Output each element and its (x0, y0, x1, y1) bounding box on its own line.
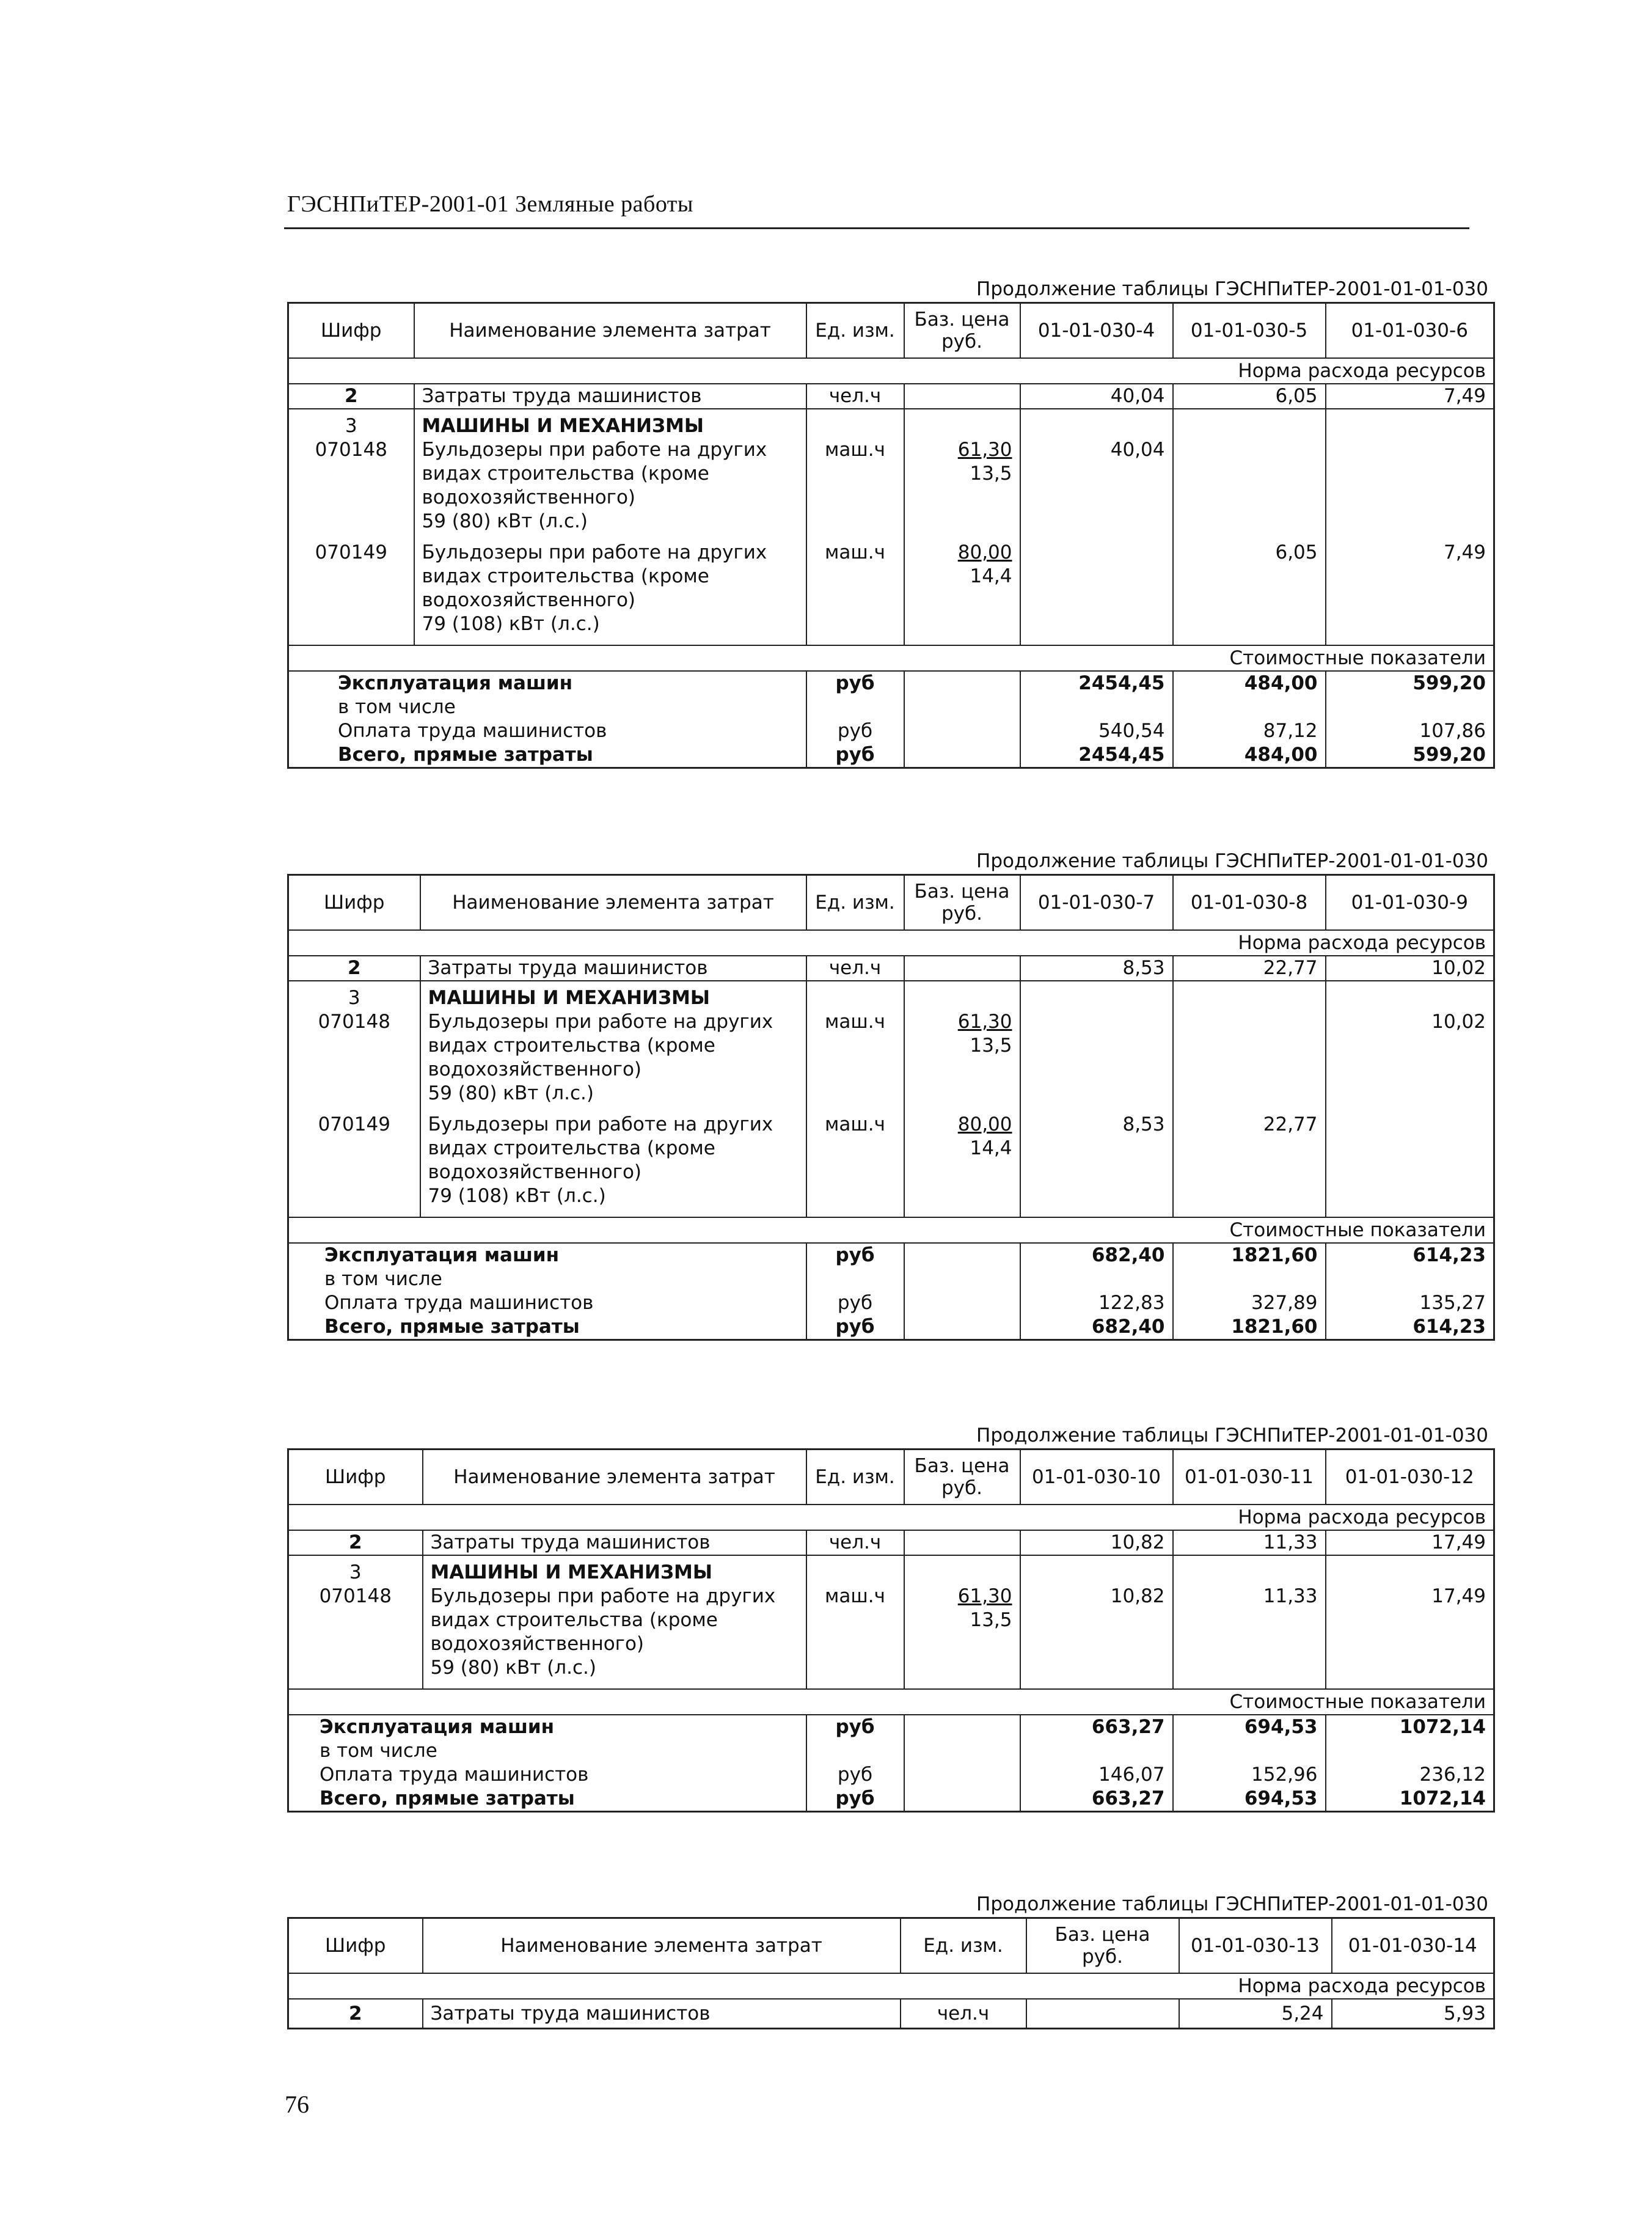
machine-value-2: 6,05 (1173, 541, 1326, 645)
machine-price: 61,30 13,5 (904, 1010, 1020, 1113)
cost-row (288, 1267, 1494, 1291)
col-header-code-3: 01-01-030-12 (1326, 1450, 1494, 1505)
cost-row (288, 1787, 1494, 1812)
cost-row (288, 1715, 1494, 1739)
col-header-code-1: 01-01-030-4 (1020, 303, 1173, 359)
machine-name: Бульдозеры при работе на других видах строительства (кроме водохозяйственного) 59 (80) кВт (л.с.) (420, 1010, 806, 1113)
machine-value-2: 11,33 (1173, 1585, 1326, 1689)
machines-heading: МАШИНЫ И МЕХАНИЗМЫ (423, 1555, 806, 1585)
labor-price (1026, 1999, 1179, 2029)
machine-price: 80,00 14,4 (904, 541, 1020, 645)
machine-unit: маш.ч (806, 1113, 904, 1217)
table-section-2 (287, 848, 1493, 1341)
cost-value-3: 107,86 (1419, 720, 1486, 742)
running-header: ГЭСНПиТЕР-2001-01 Земляные работы (287, 191, 693, 217)
cost-row (288, 671, 1494, 695)
machines-header-row (288, 409, 1494, 438)
col-header-unit: Ед. изм. (901, 1918, 1026, 1974)
labor-code: 2 (288, 1530, 423, 1555)
col-header-code-2: 01-01-030-11 (1173, 1450, 1326, 1505)
cost-value-2: 694,53 (1173, 1787, 1326, 1812)
labor-value-2: 5,93 (1443, 2003, 1486, 2025)
labor-value-3: 7,49 (1326, 384, 1494, 409)
cost-value-1: 663,27 (1020, 1715, 1173, 1739)
page-number: 76 (285, 2091, 309, 2118)
cost-value-1: 2454,45 (1020, 671, 1173, 695)
labor-value-1: 10,82 (1020, 1530, 1173, 1555)
cost-value-1: 682,40 (1020, 1315, 1173, 1340)
labor-code: 2 (288, 384, 414, 409)
continuation-title: Продолжение таблицы ГЭСНПиТЕР-2001-01-01-030 (976, 850, 1488, 872)
machines-heading: МАШИНЫ И МЕХАНИЗМЫ (420, 981, 806, 1010)
table-header-row (288, 303, 1494, 359)
cost-unit: руб (806, 671, 904, 695)
norm-label: Норма расхода ресурсов (288, 930, 1494, 956)
labor-name: Затраты труда машинистов (414, 384, 806, 409)
col-header-price (1026, 1918, 1179, 1974)
cost-value-2: 484,00 (1173, 743, 1326, 768)
table-header-row (288, 1918, 1494, 1974)
cost-label-machines: Эксплуатация машин (288, 1243, 806, 1267)
cost-value-1: 2454,45 (1020, 743, 1173, 768)
cost-label: Стоимостные показатели (288, 645, 1494, 671)
machine-value-3 (1326, 1113, 1494, 1217)
col-header-name: Наименование элемента затрат (414, 303, 806, 359)
cost-value-1: 682,40 (1020, 1243, 1173, 1267)
machine-row (288, 438, 1494, 541)
cost-value-1: 146,07 (1020, 1763, 1173, 1787)
machines-code: 3 (288, 1555, 423, 1585)
machine-value-3: 10,02 (1431, 1011, 1486, 1033)
resource-table (287, 1917, 1495, 2029)
machine-value-3 (1326, 438, 1494, 541)
labor-unit: чел.ч (806, 1530, 904, 1555)
col-header-price (904, 303, 1020, 359)
cost-unit: руб (806, 1315, 904, 1340)
cost-row (288, 695, 1494, 719)
col-header-code: Шифр (288, 1450, 423, 1505)
labor-row (288, 384, 1494, 409)
cost-row (288, 1243, 1494, 1267)
cost-value-1: 540,54 (1020, 719, 1173, 743)
cost-row (288, 1315, 1494, 1340)
machine-unit: маш.ч (806, 541, 904, 645)
col-header-price-line2: руб. (1082, 1946, 1123, 1968)
cost-label-row (288, 1689, 1494, 1715)
cost-value-3: 614,23 (1413, 1244, 1486, 1266)
table-header-row (288, 875, 1494, 931)
cost-label-wages: Оплата труда машинистов (288, 719, 806, 743)
cost-value-2: 327,89 (1173, 1291, 1326, 1315)
machine-value-1 (1020, 1010, 1173, 1113)
cost-value-2: 694,53 (1173, 1715, 1326, 1739)
cost-label-machines: Эксплуатация машин (288, 1715, 806, 1739)
cost-value-3: 599,20 (1413, 672, 1486, 694)
resource-table (287, 874, 1495, 1341)
table-section-4 (287, 1891, 1493, 2029)
machine-value-3: 7,49 (1443, 541, 1486, 563)
col-header-unit: Ед. изм. (806, 303, 904, 359)
cost-label: Стоимостные показатели (288, 1689, 1494, 1715)
col-header-price-line2: руб. (941, 331, 982, 353)
machine-code: 070149 (288, 1113, 420, 1217)
col-header-code-2: 01-01-030-14 (1332, 1918, 1494, 1974)
labor-value-3: 17,49 (1326, 1530, 1494, 1555)
machine-name: Бульдозеры при работе на других видах строительства (кроме водохозяйственного) 59 (80) кВт (л.с.) (414, 438, 806, 541)
labor-row (288, 1530, 1494, 1555)
col-header-price-line2: руб. (941, 1477, 982, 1499)
machine-value-1: 8,53 (1020, 1113, 1173, 1217)
machine-value-3: 17,49 (1431, 1585, 1486, 1607)
col-header-code-2: 01-01-030-8 (1173, 875, 1326, 931)
machines-header-row (288, 1555, 1494, 1585)
labor-value-3: 10,02 (1326, 956, 1494, 981)
col-header-code-1: 01-01-030-10 (1020, 1450, 1173, 1505)
cost-value-2: 1821,60 (1173, 1315, 1326, 1340)
machine-row (288, 541, 1494, 645)
cost-value-2: 87,12 (1173, 719, 1326, 743)
col-header-name: Наименование элемента затрат (420, 875, 806, 931)
norm-label-row (288, 930, 1494, 956)
cost-label-total: Всего, прямые затраты (288, 1787, 806, 1812)
labor-name: Затраты труда машинистов (423, 1999, 901, 2029)
cost-unit: руб (806, 1787, 904, 1812)
machine-unit: маш.ч (806, 1585, 904, 1689)
cost-label-row (288, 645, 1494, 671)
cost-label-including: в том числе (288, 1739, 806, 1763)
labor-price (904, 956, 1020, 981)
col-header-code: Шифр (288, 875, 420, 931)
machine-value-2 (1173, 1010, 1326, 1113)
machines-header-row (288, 981, 1494, 1010)
cost-unit: руб (806, 1291, 904, 1315)
labor-unit: чел.ч (901, 1999, 1026, 2029)
col-header-price (904, 875, 1020, 931)
cost-unit: руб (806, 1243, 904, 1267)
labor-value-2: 11,33 (1173, 1530, 1326, 1555)
resource-table (287, 1448, 1495, 1813)
norm-label: Норма расхода ресурсов (288, 358, 1494, 384)
machines-code: 3 (288, 409, 414, 438)
machine-unit: маш.ч (806, 1010, 904, 1113)
col-header-name: Наименование элемента затрат (423, 1918, 901, 1974)
col-header-price-line1: Баз. цена (914, 881, 1010, 903)
cost-value-1: 122,83 (1020, 1291, 1173, 1315)
col-header-code-3: 01-01-030-6 (1326, 303, 1494, 359)
header-rule (284, 227, 1469, 229)
cost-unit: руб (806, 1763, 904, 1787)
col-header-price-line1: Баз. цена (914, 1455, 1010, 1477)
cost-label-row (288, 1217, 1494, 1243)
labor-code: 2 (288, 956, 420, 981)
col-header-code-1: 01-01-030-7 (1020, 875, 1173, 931)
col-header-name: Наименование элемента затрат (423, 1450, 806, 1505)
table-section-3 (287, 1423, 1493, 1813)
machine-name: Бульдозеры при работе на других видах строительства (кроме водохозяйственного) 59 (80) кВт (л.с.) (423, 1585, 806, 1689)
cost-row (288, 743, 1494, 768)
machines-code: 3 (288, 981, 420, 1010)
cost-value-3: 599,20 (1413, 744, 1486, 766)
machine-value-1 (1020, 541, 1173, 645)
labor-value-1: 8,53 (1020, 956, 1173, 981)
cost-value-1: 663,27 (1020, 1787, 1173, 1812)
machine-code: 070148 (288, 438, 414, 541)
col-header-price-line2: руб. (941, 903, 982, 925)
norm-label-row (288, 1505, 1494, 1530)
cost-row (288, 1763, 1494, 1787)
labor-price (904, 384, 1020, 409)
machine-value-1: 40,04 (1020, 438, 1173, 541)
machine-price: 80,00 14,4 (904, 1113, 1020, 1217)
cost-row (288, 719, 1494, 743)
labor-code: 2 (288, 1999, 423, 2029)
machine-name: Бульдозеры при работе на других видах строительства (кроме водохозяйственного) 79 (108) кВт (л.с.) (420, 1113, 806, 1217)
norm-label-row (288, 358, 1494, 384)
cost-label-machines: Эксплуатация машин (288, 671, 806, 695)
cost-row (288, 1291, 1494, 1315)
col-header-price-line1: Баз. цена (1054, 1924, 1150, 1946)
machines-heading: МАШИНЫ И МЕХАНИЗМЫ (414, 409, 806, 438)
labor-name: Затраты труда машинистов (420, 956, 806, 981)
labor-row (288, 956, 1494, 981)
labor-price (904, 1530, 1020, 1555)
machine-price: 61,30 13,5 (904, 1585, 1020, 1689)
continuation-title: Продолжение таблицы ГЭСНПиТЕР-2001-01-01-030 (976, 278, 1488, 300)
cost-value-3: 236,12 (1419, 1764, 1486, 1786)
col-header-code-3: 01-01-030-9 (1326, 875, 1494, 931)
labor-value-1: 5,24 (1179, 1999, 1332, 2029)
norm-label: Норма расхода ресурсов (288, 1973, 1494, 1999)
resource-table (287, 302, 1495, 769)
cost-row (288, 1739, 1494, 1763)
cost-value-3: 614,23 (1413, 1316, 1486, 1338)
labor-value-2: 22,77 (1173, 956, 1326, 981)
col-header-code: Шифр (288, 1918, 423, 1974)
col-header-price (904, 1450, 1020, 1505)
cost-label-including: в том числе (288, 695, 806, 719)
table-header-row (288, 1450, 1494, 1505)
labor-name: Затраты труда машинистов (423, 1530, 806, 1555)
continuation-title: Продолжение таблицы ГЭСНПиТЕР-2001-01-01-030 (976, 1424, 1488, 1446)
machine-code: 070148 (288, 1585, 423, 1689)
machine-row (288, 1585, 1494, 1689)
col-header-unit: Ед. изм. (806, 1450, 904, 1505)
machine-row (288, 1010, 1494, 1113)
cost-value-3: 135,27 (1419, 1292, 1486, 1314)
labor-value-1: 40,04 (1020, 384, 1173, 409)
cost-label-wages: Оплата труда машинистов (288, 1291, 806, 1315)
machine-name: Бульдозеры при работе на других видах строительства (кроме водохозяйственного) 79 (108) кВт (л.с.) (414, 541, 806, 645)
machine-price: 61,30 13,5 (904, 438, 1020, 541)
cost-value-3: 1072,14 (1399, 1787, 1486, 1809)
machine-row (288, 1113, 1494, 1217)
cost-label-total: Всего, прямые затраты (288, 1315, 806, 1340)
machine-value-1: 10,82 (1020, 1585, 1173, 1689)
col-header-unit: Ед. изм. (806, 875, 904, 931)
cost-label: Стоимостные показатели (288, 1217, 1494, 1243)
labor-unit: чел.ч (806, 956, 904, 981)
machine-code: 070148 (288, 1010, 420, 1113)
cost-label-total: Всего, прямые затраты (288, 743, 806, 768)
cost-value-2: 1821,60 (1173, 1243, 1326, 1267)
cost-unit: руб (806, 1715, 904, 1739)
cost-value-2: 152,96 (1173, 1763, 1326, 1787)
cost-label-wages: Оплата труда машинистов (288, 1763, 806, 1787)
machine-code: 070149 (288, 541, 414, 645)
cost-unit: руб (806, 743, 904, 768)
col-header-code: Шифр (288, 303, 414, 359)
cost-unit: руб (806, 719, 904, 743)
machine-unit: маш.ч (806, 438, 904, 541)
norm-label: Норма расхода ресурсов (288, 1505, 1494, 1530)
cost-label-including: в том числе (288, 1267, 806, 1291)
cost-value-2: 484,00 (1173, 671, 1326, 695)
col-header-code-1: 01-01-030-13 (1179, 1918, 1332, 1974)
machine-value-2 (1173, 438, 1326, 541)
machine-value-2: 22,77 (1173, 1113, 1326, 1217)
cost-value-3: 1072,14 (1399, 1716, 1486, 1738)
table-section-1 (287, 276, 1493, 769)
col-header-code-2: 01-01-030-5 (1173, 303, 1326, 359)
labor-row (288, 1999, 1494, 2029)
continuation-title: Продолжение таблицы ГЭСНПиТЕР-2001-01-01-030 (976, 1893, 1488, 1915)
col-header-price-line1: Баз. цена (914, 309, 1010, 331)
labor-unit: чел.ч (806, 384, 904, 409)
norm-label-row (288, 1973, 1494, 1999)
labor-value-2: 6,05 (1173, 384, 1326, 409)
